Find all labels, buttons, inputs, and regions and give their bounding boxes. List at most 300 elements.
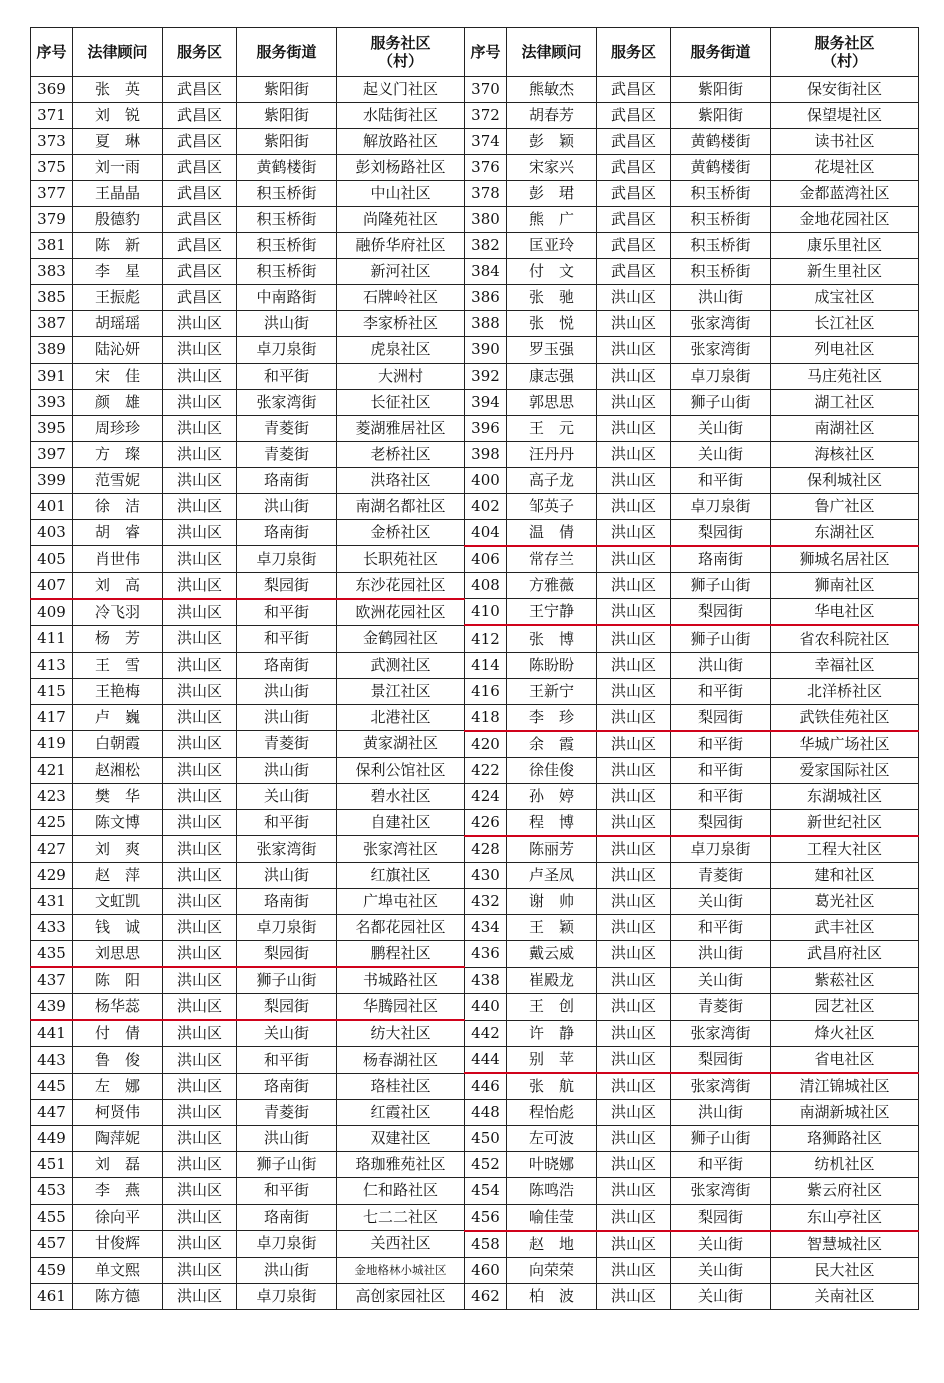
street-cell: 张家湾街 (671, 311, 771, 337)
table-row (31, 441, 919, 467)
street-cell: 黄鹤楼街 (237, 155, 337, 181)
street-cell: 珞南街 (237, 888, 337, 914)
serial-cell: 414 (465, 652, 507, 678)
street-cell: 梨园街 (237, 941, 337, 968)
street-cell: 积玉桥街 (671, 259, 771, 285)
advisor-cell: 刘 高 (73, 572, 163, 599)
street-cell: 梨园街 (671, 599, 771, 626)
advisor-cell: 戴云威 (507, 941, 597, 968)
table-row (31, 783, 919, 809)
table-row (31, 363, 919, 389)
district-cell: 洪山区 (597, 862, 671, 888)
district-cell: 洪山区 (163, 1020, 237, 1047)
street-cell: 梨园街 (671, 1204, 771, 1231)
street-cell: 关山街 (671, 1283, 771, 1309)
community-cell: 新河社区 (337, 259, 465, 285)
advisor-cell: 陶萍妮 (73, 1126, 163, 1152)
serial-cell: 401 (31, 493, 73, 519)
street-cell: 青菱街 (671, 994, 771, 1021)
district-cell: 洪山区 (163, 652, 237, 678)
district-cell: 洪山区 (163, 757, 237, 783)
district-cell: 武昌区 (597, 233, 671, 259)
community-cell: 双建社区 (337, 1126, 465, 1152)
advisor-cell: 刘 爽 (73, 836, 163, 863)
advisor-cell: 甘俊辉 (73, 1231, 163, 1258)
advisor-cell: 刘一雨 (73, 155, 163, 181)
advisor-cell: 康志强 (507, 363, 597, 389)
district-cell: 洪山区 (597, 1257, 671, 1283)
advisor-cell: 陈方德 (73, 1283, 163, 1309)
advisor-cell: 谢 帅 (507, 888, 597, 914)
district-cell: 洪山区 (597, 1178, 671, 1204)
advisor-cell: 李 星 (73, 259, 163, 285)
advisor-cell: 左可波 (507, 1126, 597, 1152)
community-cell: 自建社区 (337, 809, 465, 836)
serial-cell: 388 (465, 311, 507, 337)
district-cell: 洪山区 (163, 546, 237, 573)
table-row (31, 233, 919, 259)
street-cell: 洪山街 (237, 757, 337, 783)
community-cell: 保安街社区 (771, 77, 919, 103)
advisor-cell: 周珍珍 (73, 415, 163, 441)
advisor-cell: 王新宁 (507, 678, 597, 704)
community-cell: 黄家湖社区 (337, 731, 465, 758)
community-cell: 华电社区 (771, 599, 919, 626)
street-cell: 梨园街 (671, 704, 771, 731)
serial-cell: 458 (465, 1231, 507, 1258)
district-cell: 武昌区 (597, 207, 671, 233)
table-body (31, 77, 919, 1310)
serial-cell: 453 (31, 1178, 73, 1204)
street-cell: 关山街 (671, 1257, 771, 1283)
serial-cell: 415 (31, 678, 73, 704)
community-cell: 菱湖雅居社区 (337, 415, 465, 441)
street-cell: 关山街 (237, 1020, 337, 1047)
community-cell: 华腾园社区 (337, 994, 465, 1021)
street-cell: 珞南街 (237, 1073, 337, 1100)
community-cell: 狮南社区 (771, 572, 919, 599)
community-cell: 东湖社区 (771, 519, 919, 546)
serial-cell: 452 (465, 1152, 507, 1178)
district-cell: 洪山区 (597, 519, 671, 546)
district-cell: 洪山区 (163, 311, 237, 337)
advisor-cell: 卢圣凤 (507, 862, 597, 888)
community-cell: 解放路社区 (337, 129, 465, 155)
district-cell: 洪山区 (597, 783, 671, 809)
serial-cell: 387 (31, 311, 73, 337)
advisor-cell: 陈丽芳 (507, 836, 597, 863)
street-cell: 洪山街 (671, 285, 771, 311)
table-row (31, 415, 919, 441)
district-cell: 洪山区 (163, 994, 237, 1021)
district-cell: 洪山区 (163, 337, 237, 363)
table-row (31, 493, 919, 519)
district-cell: 洪山区 (597, 1204, 671, 1231)
header-serial: 序号 (465, 28, 507, 77)
table-row (31, 337, 919, 363)
district-cell: 武昌区 (163, 285, 237, 311)
community-cell: 保利公馆社区 (337, 757, 465, 783)
community-cell: 武测社区 (337, 652, 465, 678)
district-cell: 洪山区 (163, 1231, 237, 1258)
district-cell: 洪山区 (597, 337, 671, 363)
advisor-cell: 赵 地 (507, 1231, 597, 1258)
serial-cell: 392 (465, 363, 507, 389)
serial-cell: 394 (465, 389, 507, 415)
community-cell: 狮城名居社区 (771, 546, 919, 573)
serial-cell: 385 (31, 285, 73, 311)
district-cell: 洪山区 (163, 678, 237, 704)
advisor-cell: 颜 雄 (73, 389, 163, 415)
advisor-cell: 杨华蕊 (73, 994, 163, 1021)
advisor-cell: 常存兰 (507, 546, 597, 573)
community-cell: 鲁广社区 (771, 493, 919, 519)
community-cell: 虎泉社区 (337, 337, 465, 363)
street-cell: 和平街 (237, 1047, 337, 1074)
community-cell: 读书社区 (771, 129, 919, 155)
advisor-cell: 陈 阳 (73, 967, 163, 994)
advisor-cell: 殷德豹 (73, 207, 163, 233)
advisor-cell: 柏 波 (507, 1283, 597, 1309)
advisor-cell: 左 娜 (73, 1073, 163, 1100)
advisor-table-container (30, 27, 918, 1310)
table-row (31, 129, 919, 155)
district-cell: 武昌区 (163, 207, 237, 233)
community-cell: 爱家国际社区 (771, 757, 919, 783)
community-cell: 中山社区 (337, 181, 465, 207)
street-cell: 和平街 (671, 783, 771, 809)
advisor-cell: 陈盼盼 (507, 652, 597, 678)
street-cell: 珞南街 (237, 1204, 337, 1231)
community-cell: 张家湾社区 (337, 836, 465, 863)
table-row (31, 994, 919, 1021)
street-cell: 紫阳街 (237, 129, 337, 155)
serial-cell: 403 (31, 519, 73, 546)
serial-cell: 369 (31, 77, 73, 103)
community-cell: 华城广场社区 (771, 731, 919, 758)
community-cell: 紫云府社区 (771, 1178, 919, 1204)
street-cell: 和平街 (237, 1178, 337, 1204)
advisor-cell: 张 博 (507, 625, 597, 652)
table-row (31, 678, 919, 704)
district-cell: 洪山区 (597, 546, 671, 573)
street-cell: 狮子山街 (671, 625, 771, 652)
community-cell: 仁和路社区 (337, 1178, 465, 1204)
street-cell: 积玉桥街 (671, 207, 771, 233)
district-cell: 武昌区 (597, 103, 671, 129)
table-row (31, 546, 919, 573)
serial-cell: 390 (465, 337, 507, 363)
community-cell: 金地格林小城社区 (337, 1257, 465, 1283)
serial-cell: 460 (465, 1257, 507, 1283)
district-cell: 洪山区 (163, 1047, 237, 1074)
serial-cell: 462 (465, 1283, 507, 1309)
serial-cell: 409 (31, 599, 73, 626)
community-cell: 高创家园社区 (337, 1283, 465, 1309)
serial-cell: 451 (31, 1152, 73, 1178)
street-cell: 洪山街 (671, 1100, 771, 1126)
district-cell: 洪山区 (597, 493, 671, 519)
street-cell: 张家湾街 (671, 1073, 771, 1100)
district-cell: 洪山区 (163, 967, 237, 994)
serial-cell: 459 (31, 1257, 73, 1283)
serial-cell: 437 (31, 967, 73, 994)
advisor-cell: 温 倩 (507, 519, 597, 546)
serial-cell: 438 (465, 967, 507, 994)
district-cell: 洪山区 (597, 311, 671, 337)
street-cell: 卓刀泉街 (237, 1231, 337, 1258)
table-row (31, 259, 919, 285)
serial-cell: 398 (465, 441, 507, 467)
advisor-cell: 白朝霞 (73, 731, 163, 758)
district-cell: 洪山区 (597, 1047, 671, 1074)
advisor-cell: 彭 珺 (507, 181, 597, 207)
district-cell: 洪山区 (597, 415, 671, 441)
district-cell: 洪山区 (597, 836, 671, 863)
district-cell: 洪山区 (163, 783, 237, 809)
serial-cell: 391 (31, 363, 73, 389)
community-cell: 东沙花园社区 (337, 572, 465, 599)
table-row (31, 941, 919, 968)
street-cell: 洪山街 (237, 493, 337, 519)
header-row (31, 28, 919, 77)
serial-cell: 447 (31, 1100, 73, 1126)
street-cell: 张家湾街 (671, 1178, 771, 1204)
district-cell: 武昌区 (163, 233, 237, 259)
serial-cell: 395 (31, 415, 73, 441)
serial-cell: 443 (31, 1047, 73, 1074)
table-row (31, 467, 919, 493)
street-cell: 梨园街 (671, 1047, 771, 1074)
table-row (31, 915, 919, 941)
community-cell: 书城路社区 (337, 967, 465, 994)
district-cell: 洪山区 (597, 809, 671, 836)
legal-advisor-table (30, 27, 919, 1310)
serial-cell: 417 (31, 704, 73, 731)
serial-cell: 372 (465, 103, 507, 129)
street-cell: 黄鹤楼街 (671, 129, 771, 155)
advisor-cell: 宋家兴 (507, 155, 597, 181)
street-cell: 梨园街 (237, 572, 337, 599)
serial-cell: 402 (465, 493, 507, 519)
community-cell: 新生里社区 (771, 259, 919, 285)
district-cell: 洪山区 (163, 1204, 237, 1231)
serial-cell: 444 (465, 1047, 507, 1074)
street-cell: 洪山街 (237, 678, 337, 704)
table-row (31, 572, 919, 599)
table-row (31, 1257, 919, 1283)
serial-cell: 456 (465, 1204, 507, 1231)
street-cell: 积玉桥街 (237, 181, 337, 207)
table-row (31, 103, 919, 129)
community-cell: 南湖名都社区 (337, 493, 465, 519)
serial-cell: 422 (465, 757, 507, 783)
table-row (31, 599, 919, 626)
street-cell: 狮子山街 (671, 1126, 771, 1152)
advisor-cell: 刘思思 (73, 941, 163, 968)
street-cell: 和平街 (237, 599, 337, 626)
community-cell: 东山亭社区 (771, 1204, 919, 1231)
community-cell: 东湖城社区 (771, 783, 919, 809)
district-cell: 洪山区 (163, 731, 237, 758)
community-cell: 珞桂社区 (337, 1073, 465, 1100)
advisor-cell: 汪丹丹 (507, 441, 597, 467)
district-cell: 洪山区 (163, 415, 237, 441)
header-advisor: 法律顾问 (73, 28, 163, 77)
street-cell: 中南路街 (237, 285, 337, 311)
community-cell: 长江社区 (771, 311, 919, 337)
serial-cell: 378 (465, 181, 507, 207)
community-cell: 金桥社区 (337, 519, 465, 546)
community-cell: 智慧城社区 (771, 1231, 919, 1258)
street-cell: 洪山街 (671, 652, 771, 678)
district-cell: 洪山区 (597, 704, 671, 731)
district-cell: 洪山区 (163, 519, 237, 546)
district-cell: 洪山区 (597, 389, 671, 415)
district-cell: 洪山区 (163, 1126, 237, 1152)
advisor-cell: 卢 巍 (73, 704, 163, 731)
advisor-cell: 陈文博 (73, 809, 163, 836)
table-row (31, 888, 919, 914)
advisor-cell: 孙 婷 (507, 783, 597, 809)
advisor-cell: 高子龙 (507, 467, 597, 493)
community-cell: 名都花园社区 (337, 915, 465, 941)
serial-cell: 454 (465, 1178, 507, 1204)
serial-cell: 432 (465, 888, 507, 914)
district-cell: 洪山区 (163, 915, 237, 941)
header-advisor: 法律顾问 (507, 28, 597, 77)
advisor-cell: 方雅薇 (507, 572, 597, 599)
district-cell: 洪山区 (163, 363, 237, 389)
street-cell: 张家湾街 (671, 1020, 771, 1047)
community-cell: 起义门社区 (337, 77, 465, 103)
serial-cell: 399 (31, 467, 73, 493)
serial-cell: 419 (31, 731, 73, 758)
advisor-cell: 宋 佳 (73, 363, 163, 389)
advisor-cell: 付 文 (507, 259, 597, 285)
community-cell: 幸福社区 (771, 652, 919, 678)
advisor-cell: 张 悦 (507, 311, 597, 337)
district-cell: 武昌区 (597, 181, 671, 207)
table-row (31, 285, 919, 311)
community-cell: 湖工社区 (771, 389, 919, 415)
serial-cell: 428 (465, 836, 507, 863)
community-cell: 园艺社区 (771, 994, 919, 1021)
serial-cell: 439 (31, 994, 73, 1021)
serial-cell: 408 (465, 572, 507, 599)
district-cell: 洪山区 (163, 599, 237, 626)
advisor-cell: 陈鸣浩 (507, 1178, 597, 1204)
advisor-cell: 熊敏杰 (507, 77, 597, 103)
serial-cell: 421 (31, 757, 73, 783)
street-cell: 卓刀泉街 (237, 337, 337, 363)
advisor-cell: 钱 诚 (73, 915, 163, 941)
serial-cell: 433 (31, 915, 73, 941)
header-street: 服务街道 (237, 28, 337, 77)
street-cell: 和平街 (671, 1152, 771, 1178)
street-cell: 紫阳街 (237, 77, 337, 103)
street-cell: 和平街 (671, 731, 771, 758)
street-cell: 张家湾街 (671, 337, 771, 363)
street-cell: 珞南街 (671, 546, 771, 573)
serial-cell: 461 (31, 1283, 73, 1309)
advisor-cell: 别 苹 (507, 1047, 597, 1074)
table-row (31, 1283, 919, 1309)
serial-cell: 425 (31, 809, 73, 836)
community-cell: 花堤社区 (771, 155, 919, 181)
advisor-cell: 付 倩 (73, 1020, 163, 1047)
serial-cell: 450 (465, 1126, 507, 1152)
street-cell: 青菱街 (237, 1100, 337, 1126)
district-cell: 洪山区 (597, 888, 671, 914)
street-cell: 卓刀泉街 (671, 493, 771, 519)
serial-cell: 446 (465, 1073, 507, 1100)
serial-cell: 396 (465, 415, 507, 441)
community-cell: 武丰社区 (771, 915, 919, 941)
table-row (31, 1152, 919, 1178)
community-cell: 李家桥社区 (337, 311, 465, 337)
street-cell: 梨园街 (237, 994, 337, 1021)
advisor-cell: 文虹凯 (73, 888, 163, 914)
table-row (31, 1073, 919, 1100)
street-cell: 积玉桥街 (671, 181, 771, 207)
community-cell: 武昌府社区 (771, 941, 919, 968)
district-cell: 武昌区 (163, 155, 237, 181)
street-cell: 关山街 (671, 1231, 771, 1258)
district-cell: 洪山区 (163, 389, 237, 415)
advisor-cell: 王 创 (507, 994, 597, 1021)
district-cell: 洪山区 (597, 678, 671, 704)
community-cell: 洪珞社区 (337, 467, 465, 493)
community-cell: 工程大社区 (771, 836, 919, 863)
street-cell: 青菱街 (671, 862, 771, 888)
district-cell: 洪山区 (597, 652, 671, 678)
header-community: 服务社区 （村） (337, 28, 465, 77)
serial-cell: 416 (465, 678, 507, 704)
community-cell: 鹏程社区 (337, 941, 465, 968)
district-cell: 洪山区 (597, 994, 671, 1021)
community-cell: 长职苑社区 (337, 546, 465, 573)
serial-cell: 429 (31, 862, 73, 888)
street-cell: 卓刀泉街 (237, 1283, 337, 1309)
community-cell: 民大社区 (771, 1257, 919, 1283)
street-cell: 狮子山街 (671, 389, 771, 415)
district-cell: 洪山区 (597, 467, 671, 493)
community-cell: 列电社区 (771, 337, 919, 363)
advisor-cell: 张 航 (507, 1073, 597, 1100)
table-row (31, 809, 919, 836)
serial-cell: 400 (465, 467, 507, 493)
advisor-cell: 杨 芳 (73, 625, 163, 652)
advisor-cell: 王振彪 (73, 285, 163, 311)
community-cell: 珞狮路社区 (771, 1126, 919, 1152)
community-cell: 北洋桥社区 (771, 678, 919, 704)
district-cell: 武昌区 (597, 129, 671, 155)
district-cell: 洪山区 (163, 1152, 237, 1178)
district-cell: 洪山区 (163, 1178, 237, 1204)
serial-cell: 406 (465, 546, 507, 573)
community-cell: 紫菘社区 (771, 967, 919, 994)
table-row (31, 704, 919, 731)
table-row (31, 389, 919, 415)
serial-cell: 386 (465, 285, 507, 311)
serial-cell: 442 (465, 1020, 507, 1047)
street-cell: 和平街 (671, 757, 771, 783)
community-cell: 彭刘杨路社区 (337, 155, 465, 181)
table-row (31, 967, 919, 994)
advisor-cell: 单文熙 (73, 1257, 163, 1283)
serial-cell: 374 (465, 129, 507, 155)
